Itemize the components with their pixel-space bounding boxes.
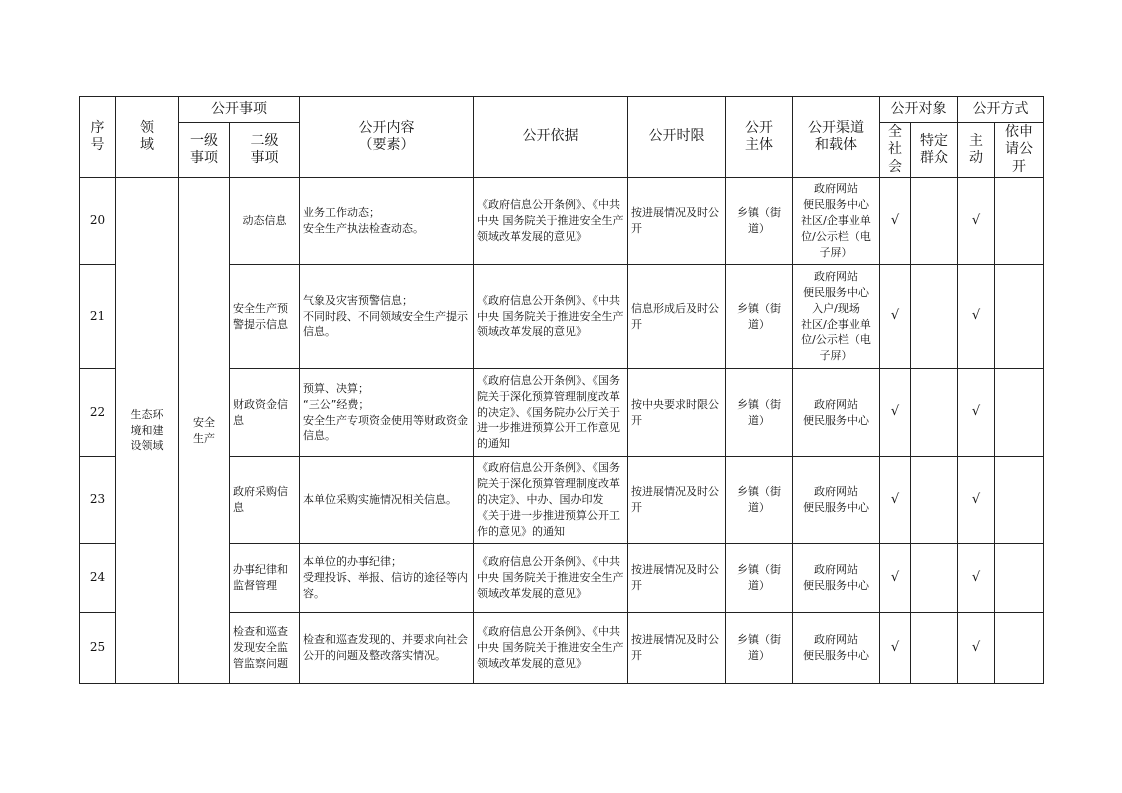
row-audience-specific (911, 457, 958, 544)
row-content: 预算、决算； “三公”经费； 安全生产专项资金使用等财政资金信息。 (300, 369, 474, 457)
check-mark: √ (880, 457, 911, 544)
header-level2: 二级 事项 (230, 123, 300, 178)
header-channel: 公开渠道 和载体 (793, 97, 880, 178)
row-method-apply (995, 544, 1044, 613)
row-level2: 安全生产预警提示信息 (230, 265, 300, 369)
row-subject: 乡镇（街道） (726, 265, 793, 369)
check-mark: √ (880, 613, 911, 684)
table-row (80, 178, 1044, 265)
row-subject: 乡镇（街道） (726, 613, 793, 684)
header-matters: 公开事项 (179, 97, 300, 123)
row-audience-specific (911, 613, 958, 684)
row-seq: 25 (80, 613, 116, 684)
row-seq: 22 (80, 369, 116, 457)
row-basis: 《政府信息公开条例》、《中共中央 国务院关于推进安全生产领域改革发展的意见》 (474, 178, 628, 265)
row-level2: 动态信息 (230, 178, 300, 265)
row-level2: 政府采购信息 (230, 457, 300, 544)
header-seq: 序 号 (80, 97, 116, 178)
row-content: 业务工作动态； 安全生产执法检查动态。 (300, 178, 474, 265)
row-time-limit: 按进展情况及时公开 (628, 544, 726, 613)
row-time-limit: 按进展情况及时公开 (628, 613, 726, 684)
row-channel: 政府网站 便民服务中心 社区/企事业单位/公示栏（电子屏） (793, 178, 880, 265)
row-channel: 政府网站 便民服务中心 入户/现场 社区/企事业单位/公示栏（电子屏） (793, 265, 880, 369)
row-seq: 21 (80, 265, 116, 369)
row-time-limit: 按中央要求时限公开 (628, 369, 726, 457)
header-method-active: 主 动 (958, 123, 995, 178)
row-method-apply (995, 369, 1044, 457)
row-seq: 24 (80, 544, 116, 613)
row-level2: 财政资金信息 (230, 369, 300, 457)
check-mark: √ (880, 265, 911, 369)
header-audience-all: 全 社 会 (880, 123, 911, 178)
row-time-limit: 按进展情况及时公开 (628, 457, 726, 544)
row-subject: 乡镇（街道） (726, 544, 793, 613)
row-method-apply (995, 457, 1044, 544)
check-mark: √ (880, 544, 911, 613)
row-basis: 《政府信息公开条例》、《中共中央 国务院关于推进安全生产领域改革发展的意见》 (474, 613, 628, 684)
row-method-apply (995, 178, 1044, 265)
check-mark: √ (958, 544, 995, 613)
row-subject: 乡镇（街道） (726, 369, 793, 457)
header-audience: 公开对象 (880, 97, 958, 123)
header-basis: 公开依据 (474, 97, 628, 178)
header-subject: 公开 主体 (726, 97, 793, 178)
row-method-apply (995, 265, 1044, 369)
header-method-apply: 依申 请公 开 (995, 123, 1044, 178)
row-method-apply (995, 613, 1044, 684)
header-level1: 一级 事项 (179, 123, 230, 178)
header-time-limit: 公开时限 (628, 97, 726, 178)
row-basis: 《政府信息公开条例》、《国务院关于深化预算管理制度改革的决定》、中办、国办印发《关于进一步推进预算公开工作的意见》的通知 (474, 457, 628, 544)
header-row-1 (80, 97, 1044, 123)
level1-cell: 安全 生产 (179, 178, 230, 684)
check-mark: √ (880, 369, 911, 457)
row-channel: 政府网站 便民服务中心 (793, 457, 880, 544)
row-seq: 20 (80, 178, 116, 265)
check-mark: √ (958, 457, 995, 544)
check-mark: √ (958, 178, 995, 265)
field-cell: 生态环 境和建 设领域 (116, 178, 179, 684)
row-level2: 办事纪律和监督管理 (230, 544, 300, 613)
row-content: 检查和巡查发现的、并要求向社会公开的问题及整改落实情况。 (300, 613, 474, 684)
row-seq: 23 (80, 457, 116, 544)
row-audience-specific (911, 544, 958, 613)
header-field: 领 域 (116, 97, 179, 178)
header-audience-specific: 特定 群众 (911, 123, 958, 178)
row-subject: 乡镇（街道） (726, 178, 793, 265)
row-basis: 《政府信息公开条例》、《国务院关于深化预算管理制度改革的决定》、《国务院办公厅关于进一步推进预算公开工作意见的通知 (474, 369, 628, 457)
header-content: 公开内容 （要素） (300, 97, 474, 178)
check-mark: √ (958, 613, 995, 684)
row-audience-specific (911, 178, 958, 265)
disclosure-table (79, 96, 1044, 684)
check-mark: √ (880, 178, 911, 265)
row-channel: 政府网站 便民服务中心 (793, 613, 880, 684)
row-channel: 政府网站 便民服务中心 (793, 544, 880, 613)
row-time-limit: 按进展情况及时公开 (628, 178, 726, 265)
check-mark: √ (958, 369, 995, 457)
check-mark: √ (958, 265, 995, 369)
row-time-limit: 信息形成后及时公开 (628, 265, 726, 369)
row-audience-specific (911, 369, 958, 457)
row-content: 气象及灾害预警信息； 不同时段、不同领域安全生产提示信息。 (300, 265, 474, 369)
row-basis: 《政府信息公开条例》、《中共中央 国务院关于推进安全生产领域改革发展的意见》 (474, 544, 628, 613)
row-content: 本单位的办事纪律； 受理投诉、举报、信访的途径等内容。 (300, 544, 474, 613)
row-audience-specific (911, 265, 958, 369)
header-method: 公开方式 (958, 97, 1044, 123)
row-content: 本单位采购实施情况相关信息。 (300, 457, 474, 544)
row-channel: 政府网站 便民服务中心 (793, 369, 880, 457)
row-basis: 《政府信息公开条例》、《中共中央 国务院关于推进安全生产领域改革发展的意见》 (474, 265, 628, 369)
row-subject: 乡镇（街道） (726, 457, 793, 544)
row-level2: 检查和巡查发现安全监管监察问题 (230, 613, 300, 684)
